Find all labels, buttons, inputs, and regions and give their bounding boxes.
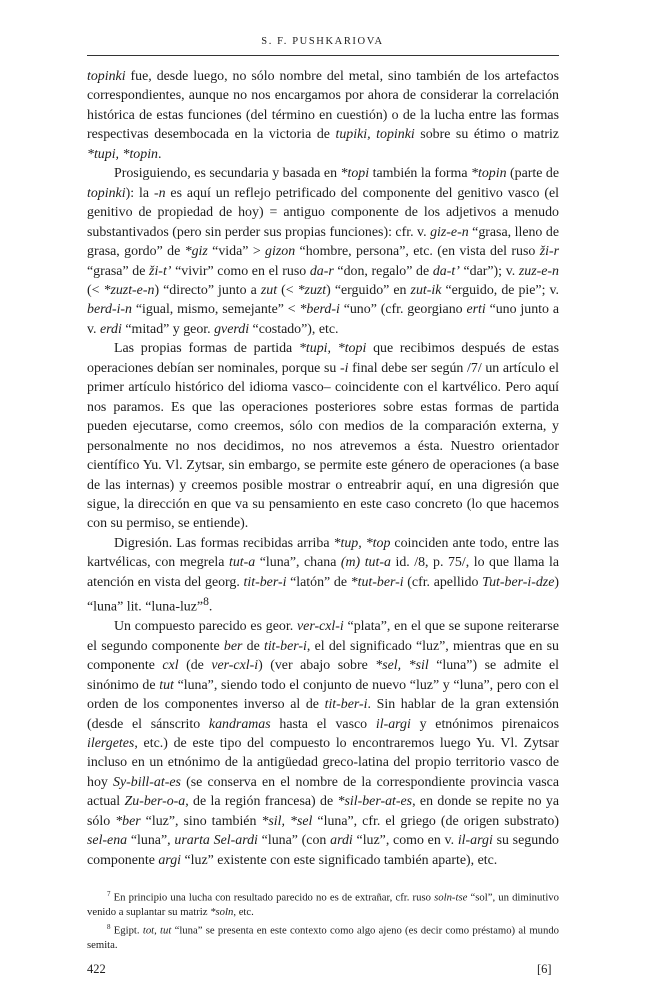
running-head: S. F. PUSHKARIOVA [261, 36, 384, 47]
paragraph: Las propias formas de partida *tupi, *topi que recibimos después de estas operaciones debían ser nominales, porque su -i final debe ser según /7/ un artículo el primer artículo histórico del idioma vasco– coincidente con el kartvélico. Pero aquí nos paramos. Es que las operaciones posteriores sobre estas formas de partida pueden ejecutarse, como creemos, sólo con medios de la comparación externa, y personalmente no nos decidimos, no nos atrevemos a ésta. Nuestro orientador científico Yu. Vl. Zytsar, sin embargo, se permite este género de operaciones (a base de las internas) y creemos posible mostrar o entreabrir aquí, en una digresión que sigue, la dirección en que va su pensamiento en este caso concreto (lo que hacemos con su permiso, se entiende). [87, 341, 559, 532]
page-number: 422 [87, 962, 106, 976]
footnote-8: $^8$ Egipt. tot, tut “luna” se presenta en este contexto como algo ajeno (es decir como préstamo) al mundo semita. [87, 922, 560, 951]
paragraph: Prosiguiendo, es secundaria y basada en *topi también la forma *topin (parte de topinki): la -n es aquí un reflejo petrificado del componente del genitivo vasco (el genitivo de propiedad de hoy) = antiguo componente de los adjetivos a menudo substantivados (pero sin perder sus propias funciones): cfr. v. giz-e-n “grasa, lleno de grasa, gordo” de *giz “vida” > gizon “hombre, persona”, etc. (en vista del ruso ži-r “grasa” de ži-t’ “vivir” como en el ruso da-r “don, regalo” de da-t’ “dar”); v. zuz-e-n (< *zuzt-e-n) “directo” junto a zut (< *zuzt) “erguido” en zut-ik “erguido, de pie”; v. berd-i-n “igual, mismo, semejante” < *berd-i “uno” (cfr. georgiano erti “uno junto a v. erdi “mitad” y geor. gverdi “costado”), etc. [87, 166, 560, 337]
footnotes [87, 887, 559, 952]
paragraph: Un compuesto parecido es geor. ver-cxl-i “plata”, en el que se supone reiterarse el segundo componente ber de tit-ber-i, el del significado “luz”, mientras que en su componente cxl (de ver-cxl-i) (ver abajo sobre *sel, *sil “luna”) se admite el sinónimo de tut “luna”, siendo todo el conjunto de nuevo “luz” y “luna”, pero con el orden de los componentes inverso al de tit-ber-i. Sin hablar de la gran extensión (desde el sánscrito kandramas hasta el vasco il-argi y etnónimos pirenaicos ilergetes, etc.) de este tipo del compuesto lo encontraremos luego Yu. Vl. Zytsar incluso en un etnónimo de la antigüedad greco-latina del propio territorio vasco de hoy Sy-bill-at-es (se conserva en el nombre de la correspondiente provincia vasca actual Zu-ber-o-a, de la región francesa) de *sil-ber-at-es, en donde se repite no ya sólo *ber “luz”, sino también *sil, *sel “luna”, cfr. el griego (de origen substrato) sel-ena “luna”, urarta Sel-ardi “luna” (con ardi “luz”, como en v. il-argi su segundo componente argi “luz” existente con este significado también aparte), etc. [87, 619, 559, 868]
paragraph: topinki fue, desde luego, no sólo nombre del metal, sino también de los artefactos correspondientes, aunque no nos encargamos por ahora de considerar la correlación histórica de estas funciones (del término en cuestión) o de la lucha entre las formas respectivas desembocada en la victoria de tupiki, topinki sobre su étimo o matriz *tupi, *topin. [87, 69, 559, 162]
section-number: [6] [537, 962, 552, 976]
body-text [87, 67, 559, 870]
header-rule [87, 55, 559, 56]
paragraph: Digresión. Las formas recibidas arriba *tup, *top coinciden ante todo, entre las kartvélicas, con megrela tut-a “luna”, chana (m) tut-a id. /8, p. 75/, lo que llama la atención en vista del georg. tit-ber-i “latón” de *tut-ber-i (cfr. apellido Tut-ber-i-dze) “luna” lit. “luna-luz”$^8$. [87, 535, 560, 615]
footnote-7: $^7$ En principio una lucha con resultado parecido no es de extrañar, cfr. ruso soln-tse “sol”, un diminutivo venido a suplantar su matriz *soln, etc. [87, 890, 559, 919]
